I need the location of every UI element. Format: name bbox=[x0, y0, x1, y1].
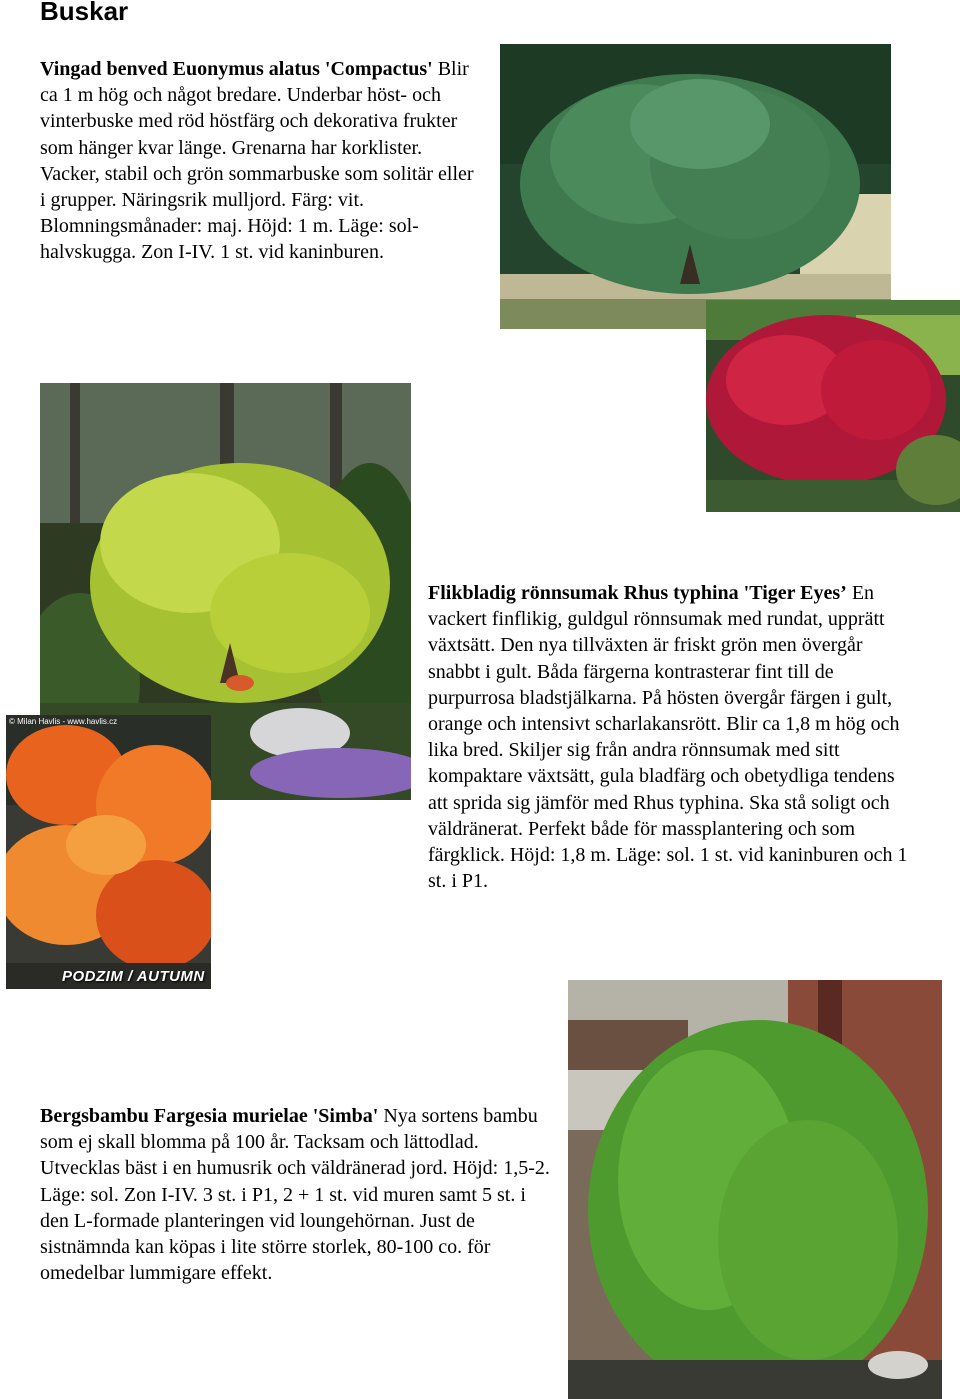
section-fargesia-body: Nya sortens bambu som ej skall blomma på 100 år. Tacksam och lättodlad. Utvecklas bäst i en humusrik och väldränerad jord. Höjd: 1,5-2. Läge: sol. Zon I-IV. 3 st. i P1, 2 + 1 st. vid muren samt 5 st. i den L-formade planteringen vid loungehörnan. Just de sistnämnda kan köpas i lite större storlek, 80-100 co. för omedelbar lummigare effekt. bbox=[40, 1105, 550, 1285]
page-title: Buskar bbox=[40, 0, 129, 26]
section-fargesia-text bbox=[40, 1103, 550, 1286]
section-rhus-heading: Flikbladig rönnsumak Rhus typhina 'Tiger Eyes’ bbox=[428, 582, 847, 604]
section-euonymus-text bbox=[40, 56, 480, 266]
photo-caption: PODZIM / AUTUMN bbox=[62, 968, 205, 985]
photo-euonymus-autumn bbox=[706, 300, 960, 512]
photo-euonymus-summer bbox=[500, 44, 891, 329]
section-rhus-body: En vackert finflikig, guldgul rönnsumak med rundat, upprätt växtsätt. Den nya tillväxten är friskt grön men övergår snabbt i gult. Båda färgerna kontrasterar fint till de purpurrosa bladstjälkarna. På hösten övergår färgen i gult, orange och intensivt scharlakansrött. Blir ca 1,8 m hög och lika bred. Skiljer sig från andra rönnsumak med sitt kompaktare växtsätt, gula bladfärg och obetydliga tendens att sprida sig jämför med Rhus typhina. Ska stå soligt och väldränerat. Perfekt både för massplantering och som färgklick. Höjd: 1,8 m. Läge: sol. 1 st. vid kaninburen och 1 st. i P1. bbox=[428, 582, 908, 893]
section-fargesia-heading: Bergsbambu Fargesia murielae 'Simba' bbox=[40, 1105, 379, 1127]
photo-credit: © Milan Havlis - www.havlis.cz bbox=[9, 717, 118, 726]
photo-fargesia bbox=[568, 980, 942, 1399]
section-rhus-text bbox=[428, 580, 908, 894]
section-euonymus-body: Blir ca 1 m hög och något bredare. Underbar höst- och vinterbuske med röd höstfärg och dekorativa frukter som hänger kvar länge. Grenarna har korklister. Vacker, stabil och grön sommarbuske som solitär eller i grupper. Näringsrik mulljord. Färg: vit. Blomningsmånader: maj. Höjd: 1 m. Läge: sol-halvskugga. Zon I-IV. 1 st. vid kaninburen. bbox=[40, 58, 474, 264]
photo-sumac-autumn bbox=[6, 715, 211, 989]
section-euonymus-heading: Vingad benved Euonymus alatus 'Compactus' bbox=[40, 58, 433, 80]
